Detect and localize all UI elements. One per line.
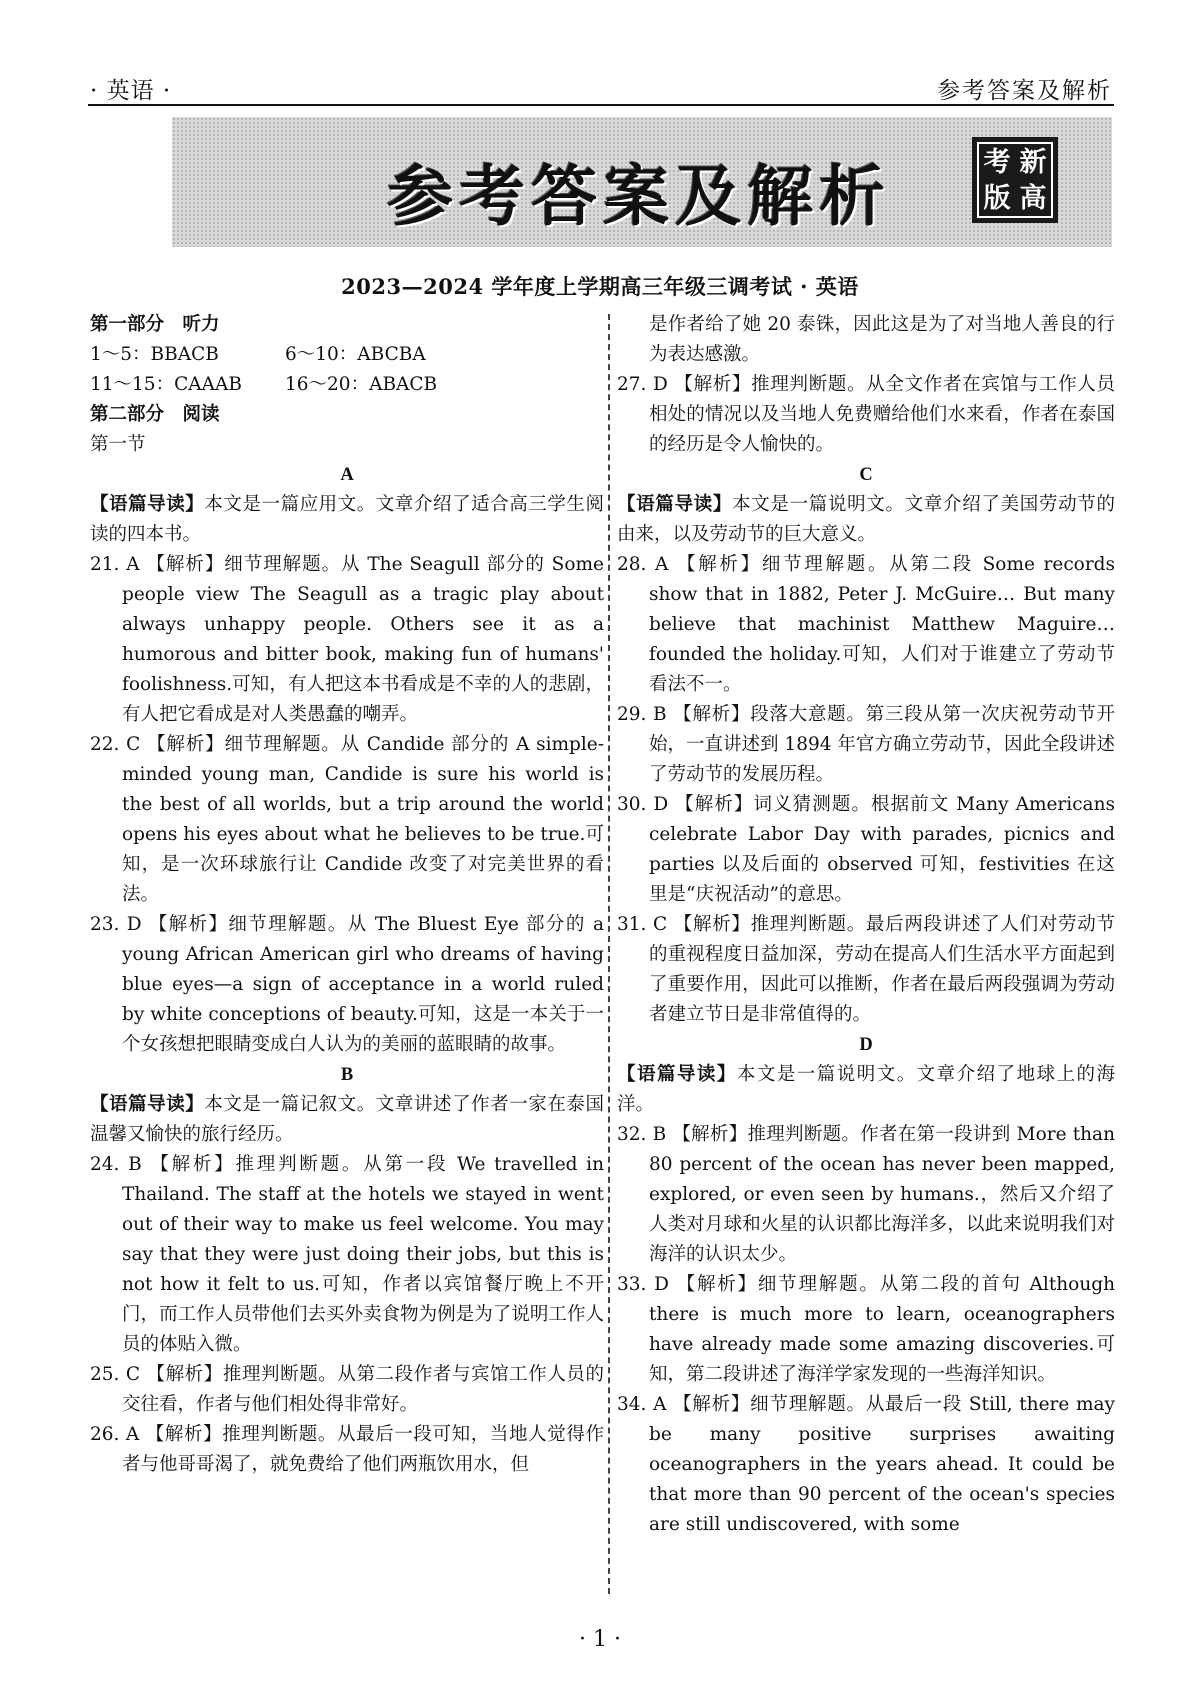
answer-item: 21. A 【解析】细节理解题。从 The Seagull 部分的 Some people view The Seagull as a tragic play about always unhappy people. Others see it as a humorous and bitter book, making fun of humans' foolishness.可知，有人把这本书看成是不幸的人的悲剧，有人把它看成是对人类愚蠢的嘲弄。 [90,554,604,725]
answer-item: 23. D 【解析】细节理解题。从 The Bluest Eye 部分的 a young African American girl who dreams of having blue eyes—a sign of acceptance in a world ruled by white conceptions of beauty.可知，这是一本关于一个女孩想把眼睛变成白人认为的美丽的蓝眼睛的故事。 [90,914,604,1055]
answer-item: 29. B 【解析】段落大意题。第三段从第一次庆祝劳动节开始，一直讲述到 1894 年官方确立劳动节，因此全段讲述了劳动节的发展历程。 [617,704,1115,785]
intro-tag: 【语篇导读】 [90,1094,205,1115]
intro-text: 本文是一篇记叙文。文章讲述了作者一家在泰国温馨又愉快的旅行经历。 [90,1094,604,1145]
new-edition-stamp-logo [972,137,1058,223]
intro-text: 本文是一篇说明文。文章介绍了地球上的海洋。 [617,1064,1115,1115]
section-heading: 第一节 [90,434,146,455]
page-number: · 1 · [579,1627,621,1652]
answer-item: 33. D 【解析】细节理解题。从第二段的首句 Although there is much more to learn, oceanographers have already made some amazing discoveries.可知，第二段讲述了海洋学家发现的一些海洋知识。 [617,1274,1115,1385]
answer-item: 30. D 【解析】词义猜测题。根据前文 Many Americans celebrate Labor Day with parades, picnics and parties 以及后面的 observed 可知，festivities 在这里是“庆祝活动”的意思。 [617,794,1115,905]
passage-intro [617,1060,1115,1120]
part-heading: 第一部分 听力 [90,314,220,335]
stamp-char: 新 [1019,146,1047,178]
answer-item: 25. C 【解析】推理判断题。从第二段作者与宾馆工作人员的交往看，作者与他们相处得非常好。 [90,1364,604,1415]
answer-item: 31. C 【解析】推理判断题。最后两段讲述了人们对劳动节的重视程度日益加深，劳动在提高人们生活水平方面起到了重要作用，因此可以推断，作者在最后两段强调为劳动者建立节日是非常值得的。 [617,914,1115,1025]
intro-tag: 【语篇导读】 [617,494,733,515]
left-column [90,310,604,1480]
passage-label: A [340,465,354,485]
passage-intro [90,490,604,550]
answer-group: 11～15：CAAAB [90,374,242,395]
header-rule [88,104,1114,106]
answer-item-continued: 是作者给了她 20 泰铢，因此这是为了对当地人善良的行为表达感激。 [649,314,1115,365]
exam-subtitle: 2023—2024 学年度上学期高三年级三调考试 · 英语 [341,274,859,299]
answer-item: 24. B 【解析】推理判断题。从第一段 We travelled in Thailand. The staff at the hotels we stayed in went out of their way to make us feel welcome. You may say that they were just doing their jobs, but this is not how it felt to us.可知，作者以宾馆餐厅晚上不开门，而工作人员带他们去买外卖食物为例是为了说明工作人员的体贴入微。 [90,1154,604,1355]
answer-item: 26. A 【解析】推理判断题。从最后一段可知，当地人觉得作者与他哥哥渴了，就免费给了他们两瓶饮用水，但 [90,1424,604,1475]
intro-tag: 【语篇导读】 [90,494,205,515]
answer-item: 32. B 【解析】推理判断题。作者在第一段讲到 More than 80 percent of the ocean has never been mapped, explored, or even seen by humans.，然后又介绍了人类对月球和火星的认识都比海洋多，以此来说明我们对海洋的认识太少。 [617,1124,1115,1265]
intro-text: 本文是一篇应用文。文章介绍了适合高三学生阅读的四本书。 [90,494,604,545]
answer-row [90,340,604,370]
answer-group: 1～5：BBACB [90,344,219,365]
banner-title: 参考答案及解析 [387,158,891,235]
intro-text: 本文是一篇说明文。文章介绍了美国劳动节的由来，以及劳动节的巨大意义。 [617,494,1115,545]
passage-label: D [859,1035,873,1055]
header-subject: · 英语 · [90,78,172,104]
stamp-char: 版 [983,182,1011,214]
answer-group: 16～20：ABACB [285,374,438,395]
intro-tag: 【语篇导读】 [617,1064,737,1085]
answer-item: 27. D 【解析】推理判断题。从全文作者在宾馆与工作人员相处的情况以及当地人免费赠给他们水来看，作者在泰国的经历是令人愉快的。 [617,374,1115,455]
column-divider [608,314,610,1594]
passage-intro [90,1090,604,1150]
stamp-char: 高 [1019,182,1047,214]
answer-item: 34. A 【解析】细节理解题。从最后一段 Still, there may be many positive surprises awaiting oceanographers in the years ahead. It could be that more than 90 percent of the ocean's species are still undiscovered, with some [617,1394,1115,1535]
header-title: 参考答案及解析 [937,78,1112,104]
answer-row [90,370,604,400]
right-column [617,310,1115,1540]
passage-label: B [340,1065,354,1085]
title-banner [172,117,1112,247]
passage-label: C [859,465,873,485]
stamp-char: 考 [983,146,1011,178]
answer-item: 28. A 【解析】细节理解题。从第二段 Some records show that in 1882, Peter J. McGuire… But many believe that machinist Matthew Maguire…founded the holiday.可知，人们对于谁建立了劳动节看法不一。 [617,554,1115,695]
part-heading: 第二部分 阅读 [90,404,220,425]
answer-group: 6～10：ABCBA [285,344,426,365]
answer-item: 22. C 【解析】细节理解题。从 Candide 部分的 A simple-minded young man, Candide is sure his world is the best of all worlds, but a trip around the world opens his eyes about what he believes to be true.可知，是一次环球旅行让 Candide 改变了对完美世界的看法。 [90,734,604,905]
passage-intro [617,490,1115,550]
